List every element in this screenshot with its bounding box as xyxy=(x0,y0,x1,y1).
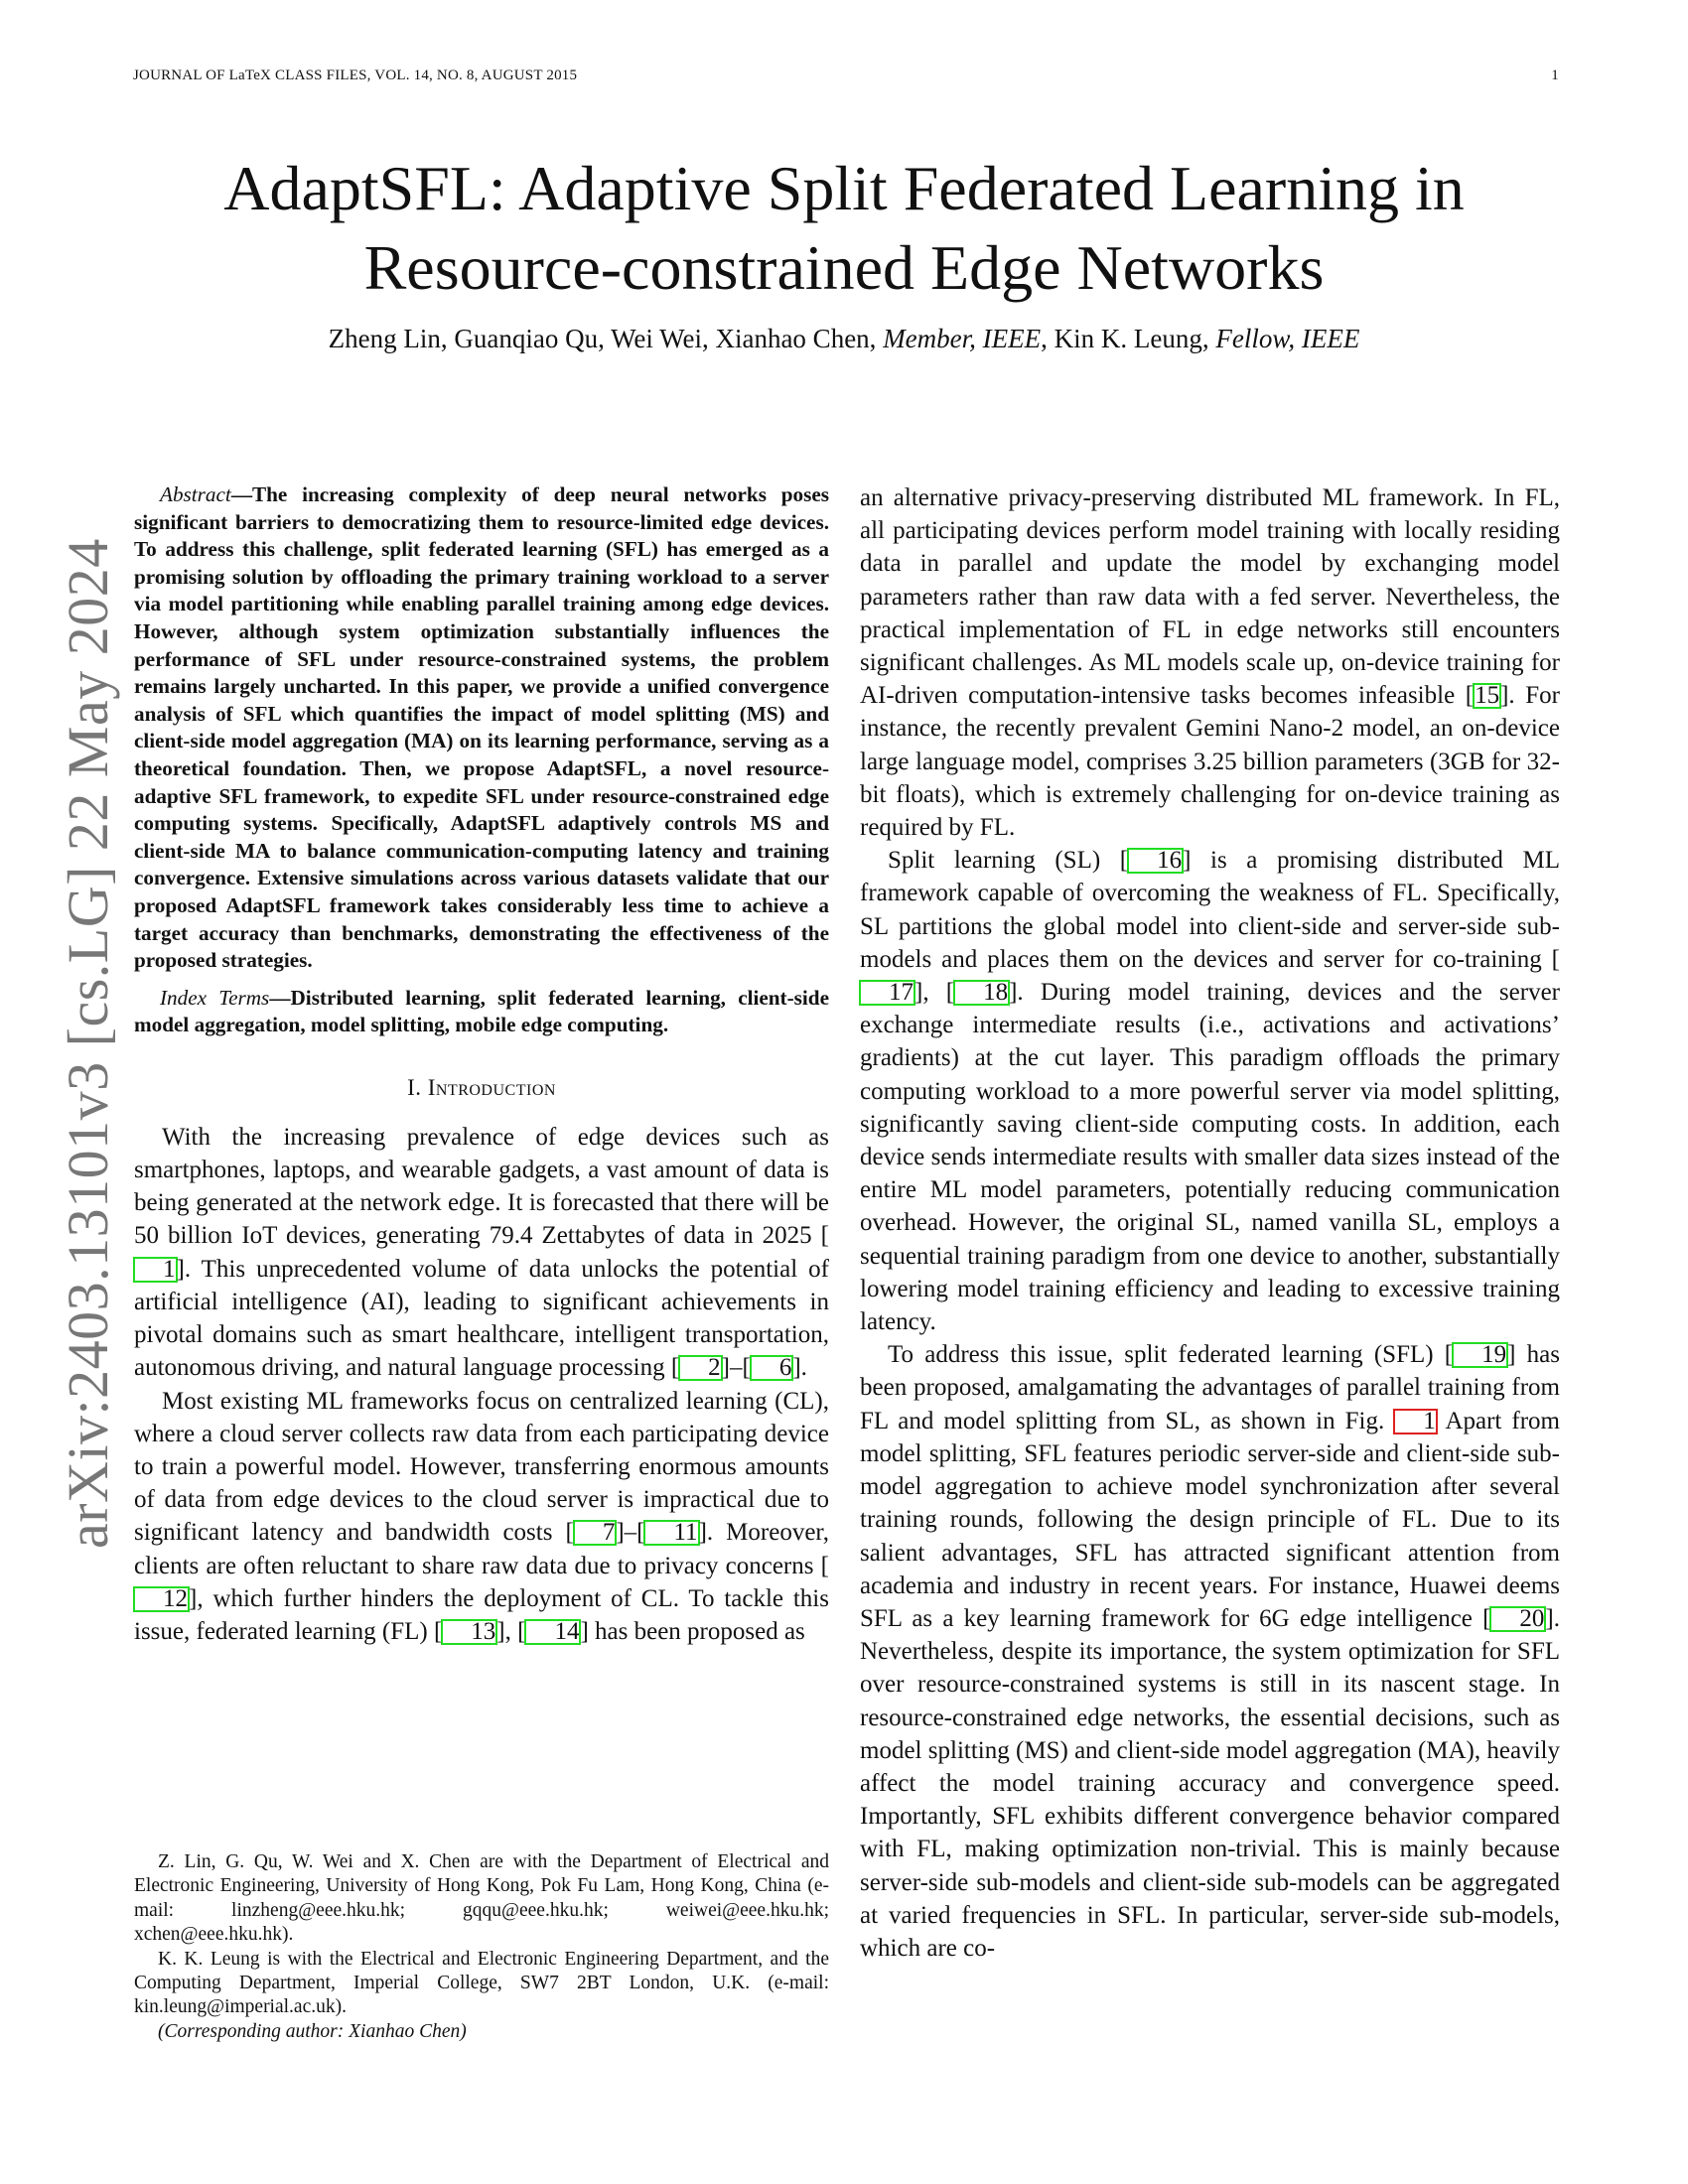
text-run: ] has been proposed, amalgamating the advantages of parallel training from FL and model splitting from SL, as shown in Fig. xyxy=(860,1341,1560,1434)
intro-paragraph-3 xyxy=(860,844,1560,1338)
citation-link[interactable]: 20 xyxy=(1490,1607,1545,1631)
author-footnotes xyxy=(134,1850,829,2044)
text-run: ], which further hinders the deployment of CL. To tackle this issue, federated learning (FL) [ xyxy=(134,1584,829,1645)
index-terms-label: Index Terms xyxy=(160,985,270,1010)
text-run: ]. For instance, the recently prevalent Gemini Nano-2 model, an on-device large language model, comprises 3.25 billion parameters (3GB for 32-bit floats), which is extremely challenging for on-device training as required by FL. xyxy=(860,682,1560,842)
title-line-1: AdaptSFL: Adaptive Split Federated Learning in xyxy=(223,153,1465,223)
abstract-text: —The increasing complexity of deep neural networks poses significant barriers to democratizing them to resource-limited edge devices. To address this challenge, split federated learning (SFL) has emerged as a promising solution by offloading the primary training workload to a server via model partitioning while enabling parallel training among edge devices. However, although system optimization substantially influences the performance of SFL under resource-constrained systems, the problem remains largely uncharted. In this paper, we provide a unified convergence analysis of SFL which quantifies the impact of model splitting (MS) and client-side model aggregation (MA) on its learning performance, serving as a theoretical foundation. Then, we propose AdaptSFL, a novel resource-adaptive SFL framework, to expedite SFL under resource-constrained edge computing systems. Specifically, AdaptSFL adaptively controls MS and client-side MA to balance communication-computing latency and training convergence. Extensive simulations across various datasets validate that our proposed AdaptSFL framework takes considerably less time to achieve a target accuracy than benchmarks, demonstrating the effectiveness of the proposed strategies. xyxy=(134,482,829,973)
footnote-imperial-affiliation: K. K. Leung is with the Electrical and Electronic Engineering Department, and the Computing Department, Imperial College, SW7 2BT London, U.K. (e-mail: kin.leung@imperial.ac.uk). xyxy=(134,1948,829,2018)
citation-link[interactable]: 2 xyxy=(679,1356,722,1380)
text-run: ]–[ xyxy=(616,1519,645,1547)
left-column xyxy=(134,481,829,1648)
citation-link[interactable]: 18 xyxy=(954,981,1009,1005)
text-run: Split learning (SL) [ xyxy=(888,847,1129,875)
authors-names-a: Zheng Lin, Guanqiao Qu, Wei Wei, Xianhao Chen, xyxy=(328,324,884,353)
paper-title xyxy=(149,149,1539,308)
section-heading-introduction: I. Introduction xyxy=(407,1074,556,1100)
citation-link[interactable]: 17 xyxy=(860,981,914,1005)
text-run: ]. This unprecedented volume of data unlocks the potential of artificial intelligence (AI), leading to significant achievements in pivotal domains such as smart healthcare, intelligent transportation, autonomous driving, and natural language processing [ xyxy=(134,1255,829,1382)
text-run: ]. Nevertheless, despite its importance, the system optimization for SFL over resource-constrained systems is still in its nascent stage. In resource-constrained edge networks, the essential decisions, such as model splitting (MS) and client-side model aggregation (MA), heavily affect the model training accuracy and convergence speed. Importantly, SFL exhibits different convergence behavior compared with FL, making optimization non-trivial. This is mainly because server-side sub-models and client-side sub-models can be aggregated at varied frequencies in SFL. In particular, server-side sub-models, which are co- xyxy=(860,1604,1560,1962)
text-run: ]. During model training, devices and the server exchange intermediate results (i.e., activations and activations’ gradients) at the cut layer. This paradigm offloads the primary computing workload to a more powerful server via model splitting, significantly saving client-side computing costs. In addition, each device sends intermediate results with smaller data sizes instead of the entire ML model parameters, potentially reducing communication overhead. However, the original SL, named vanilla SL, employs a sequential training paradigm from one device to another, substantially lowering model training efficiency and leading to excessive training latency. xyxy=(860,979,1560,1336)
figure-reference-link[interactable]: 1 xyxy=(1394,1410,1437,1433)
arxiv-identifier-stamp: arXiv:2403.13101v3 [cs.LG] 22 May 2024 xyxy=(56,538,120,1549)
page-number: 1 xyxy=(1551,68,1559,83)
intro-paragraph-1 xyxy=(134,1121,829,1385)
text-run: ], [ xyxy=(496,1617,526,1645)
author-role-member: Member, IEEE xyxy=(883,324,1042,353)
footnote-hku-affiliation: Z. Lin, G. Qu, W. Wei and X. Chen are with the Department of Electrical and Electronic Engineering, University of Hong Kong, Pok Fu Lam, Hong Kong, China (e-mail: linzheng@eee.hku.hk; gqqu@eee.hku.hk; weiwei@eee.hku.hk; xchen@eee.hku.hk). xyxy=(134,1851,829,1946)
citation-link[interactable]: 7 xyxy=(574,1521,617,1545)
footnote-corresponding-author: (Corresponding author: Xianhao Chen) xyxy=(158,2020,467,2042)
citation-link[interactable]: 15 xyxy=(1475,682,1500,710)
abstract xyxy=(134,481,829,975)
abstract-label: Abstract xyxy=(160,482,231,506)
author-role-fellow: Fellow, IEEE xyxy=(1215,324,1360,353)
right-column xyxy=(860,481,1560,1965)
running-head xyxy=(133,68,1559,84)
citation-link[interactable]: 1 xyxy=(134,1258,177,1282)
intro-paragraph-2-continued xyxy=(860,481,1560,844)
journal-name: JOURNAL OF LaTeX CLASS FILES, VOL. 14, NO. 8, AUGUST 2015 xyxy=(133,68,578,83)
intro-paragraph-2 xyxy=(134,1385,829,1649)
title-line-2: Resource-constrained Edge Networks xyxy=(363,232,1325,303)
citation-link[interactable]: 16 xyxy=(1128,849,1183,873)
citation-link[interactable]: 6 xyxy=(751,1356,793,1380)
text-run: With the increasing prevalence of edge devices such as smartphones, laptops, and wearable gadgets, a vast amount of data is being generated at the network edge. It is forecasted that there will be 50 billion IoT devices, generating 79.4 Zettabytes of data in 2025 [ xyxy=(134,1123,829,1250)
citation-link[interactable]: 19 xyxy=(1453,1343,1507,1367)
citation-link[interactable]: 13 xyxy=(442,1620,496,1644)
text-run: ]. Moreover, clients are often reluctant to share raw data due to privacy concerns [ xyxy=(134,1519,829,1579)
index-terms-text: —Distributed learning, split federated learning, client-side model aggregation, model splitting, mobile edge computing. xyxy=(134,985,829,1037)
text-run: ] has been proposed as xyxy=(580,1617,805,1645)
authors-names-b: , Kin K. Leung, xyxy=(1041,324,1216,353)
intro-paragraph-4 xyxy=(860,1338,1560,1965)
citation-link[interactable]: 14 xyxy=(525,1620,580,1644)
text-run: ], [ xyxy=(914,979,955,1007)
text-run: ]. xyxy=(792,1354,807,1382)
text-run: an alternative privacy-preserving distributed ML framework. In FL, all participating devices perform model training with locally residing data in parallel and update the model by exchanging model parameters rather than raw data with a fed server. Nevertheless, the practical implementation of FL in edge networks still encounters significant challenges. As ML models scale up, on-device training for AI-driven computation-intensive tasks becomes infeasible [ xyxy=(860,484,1560,710)
text-run: Most existing ML frameworks focus on centralized learning (CL), where a cloud server collects raw data from each participating device to train a powerful model. However, transferring enormous amounts of data from edge devices to the cloud server is impractical due to significant latency and bandwidth costs [ xyxy=(134,1387,829,1547)
text-run: ] is a promising distributed ML framework capable of overcoming the weakness of FL. Specifically, SL partitions the global model into client-side and server-side sub-models and places them on the devices and server for co-training [ xyxy=(860,847,1560,973)
text-run: ]–[ xyxy=(721,1354,751,1382)
author-list xyxy=(149,324,1539,354)
index-terms xyxy=(134,985,829,1039)
citation-link[interactable]: 11 xyxy=(644,1521,698,1545)
citation-link[interactable]: 12 xyxy=(134,1587,189,1611)
text-run: Apart from model splitting, SFL features periodic server-side and client-side sub-model aggregation to achieve model synchronization after several training rounds, following the design principle of FL. Due to its salient advantages, SFL has attracted significant attention from academia and industry in recent years. For instance, Huawei deems SFL as a key learning framework for 6G edge intelligence [ xyxy=(860,1407,1561,1632)
text-run: To address this issue, split federated learning (SFL) [ xyxy=(888,1341,1454,1369)
